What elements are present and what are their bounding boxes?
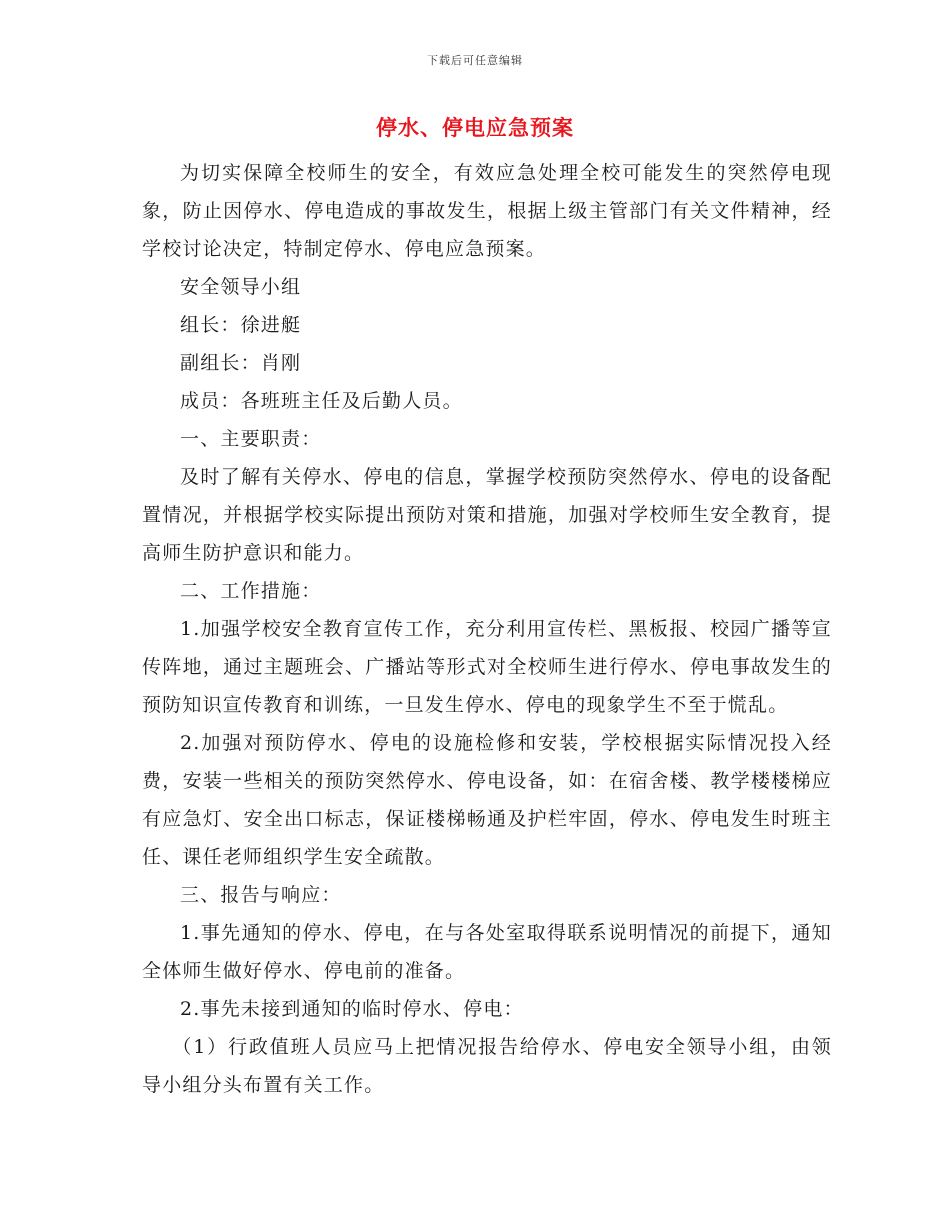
document-body [142, 154, 832, 1104]
leader-line: 组长：徐进艇 [180, 314, 302, 336]
report-2-sub-1-paragraph: （1）行政值班人员应马上把情况报告给停水、停电安全领导小组，由领导小组分头布置有关工作。 [142, 1036, 832, 1096]
document-title: 停水、停电应急预案 [376, 115, 574, 140]
section-heading-measures: 二、工作措施： [180, 580, 322, 602]
header-note: 下载后可任意编辑 [427, 54, 523, 67]
section-heading-duties: 一、主要职责： [180, 428, 322, 450]
deputy-leader-line: 副组长：肖刚 [180, 352, 302, 374]
duties-paragraph: 及时了解有关停水、停电的信息，掌握学校预防突然停水、停电的设备配置情况，并根据学校实际提出预防对策和措施，加强对学校师生安全教育，提高师生防护意识和能力。 [142, 466, 832, 564]
measure-2-paragraph: 2.加强对预防停水、停电的设施检修和安装，学校根据实际情况投入经费，安装一些相关的预防突然停水、停电设备，如：在宿舍楼、教学楼楼梯应有应急灯、安全出口标志，保证楼梯畅通及护栏牢固，停水、停电发生时班主任、课任老师组织学生安全疏散。 [142, 732, 832, 868]
report-2-paragraph: 2.事先未接到通知的临时停水、停电： [180, 998, 524, 1020]
section-heading-leadership: 安全领导小组 [180, 276, 302, 298]
report-1-paragraph: 1.事先通知的停水、停电，在与各处室取得联系说明情况的前提下，通知全体师生做好停水、停电前的准备。 [142, 922, 832, 982]
members-line: 成员：各班班主任及后勤人员。 [180, 390, 463, 412]
intro-paragraph: 为切实保障全校师生的安全，有效应急处理全校可能发生的突然停电现象，防止因停水、停电造成的事故发生，根据上级主管部门有关文件精神，经学校讨论决定，特制定停水、停电应急预案。 [142, 162, 832, 260]
measure-1-paragraph: 1.加强学校安全教育宣传工作，充分利用宣传栏、黑板报、校园广播等宣传阵地，通过主题班会、广播站等形式对全校师生进行停水、停电事故发生的预防知识宣传教育和训练，一旦发生停水、停电的现象学生不至于慌乱。 [142, 618, 832, 716]
section-heading-report: 三、报告与响应： [180, 884, 342, 906]
